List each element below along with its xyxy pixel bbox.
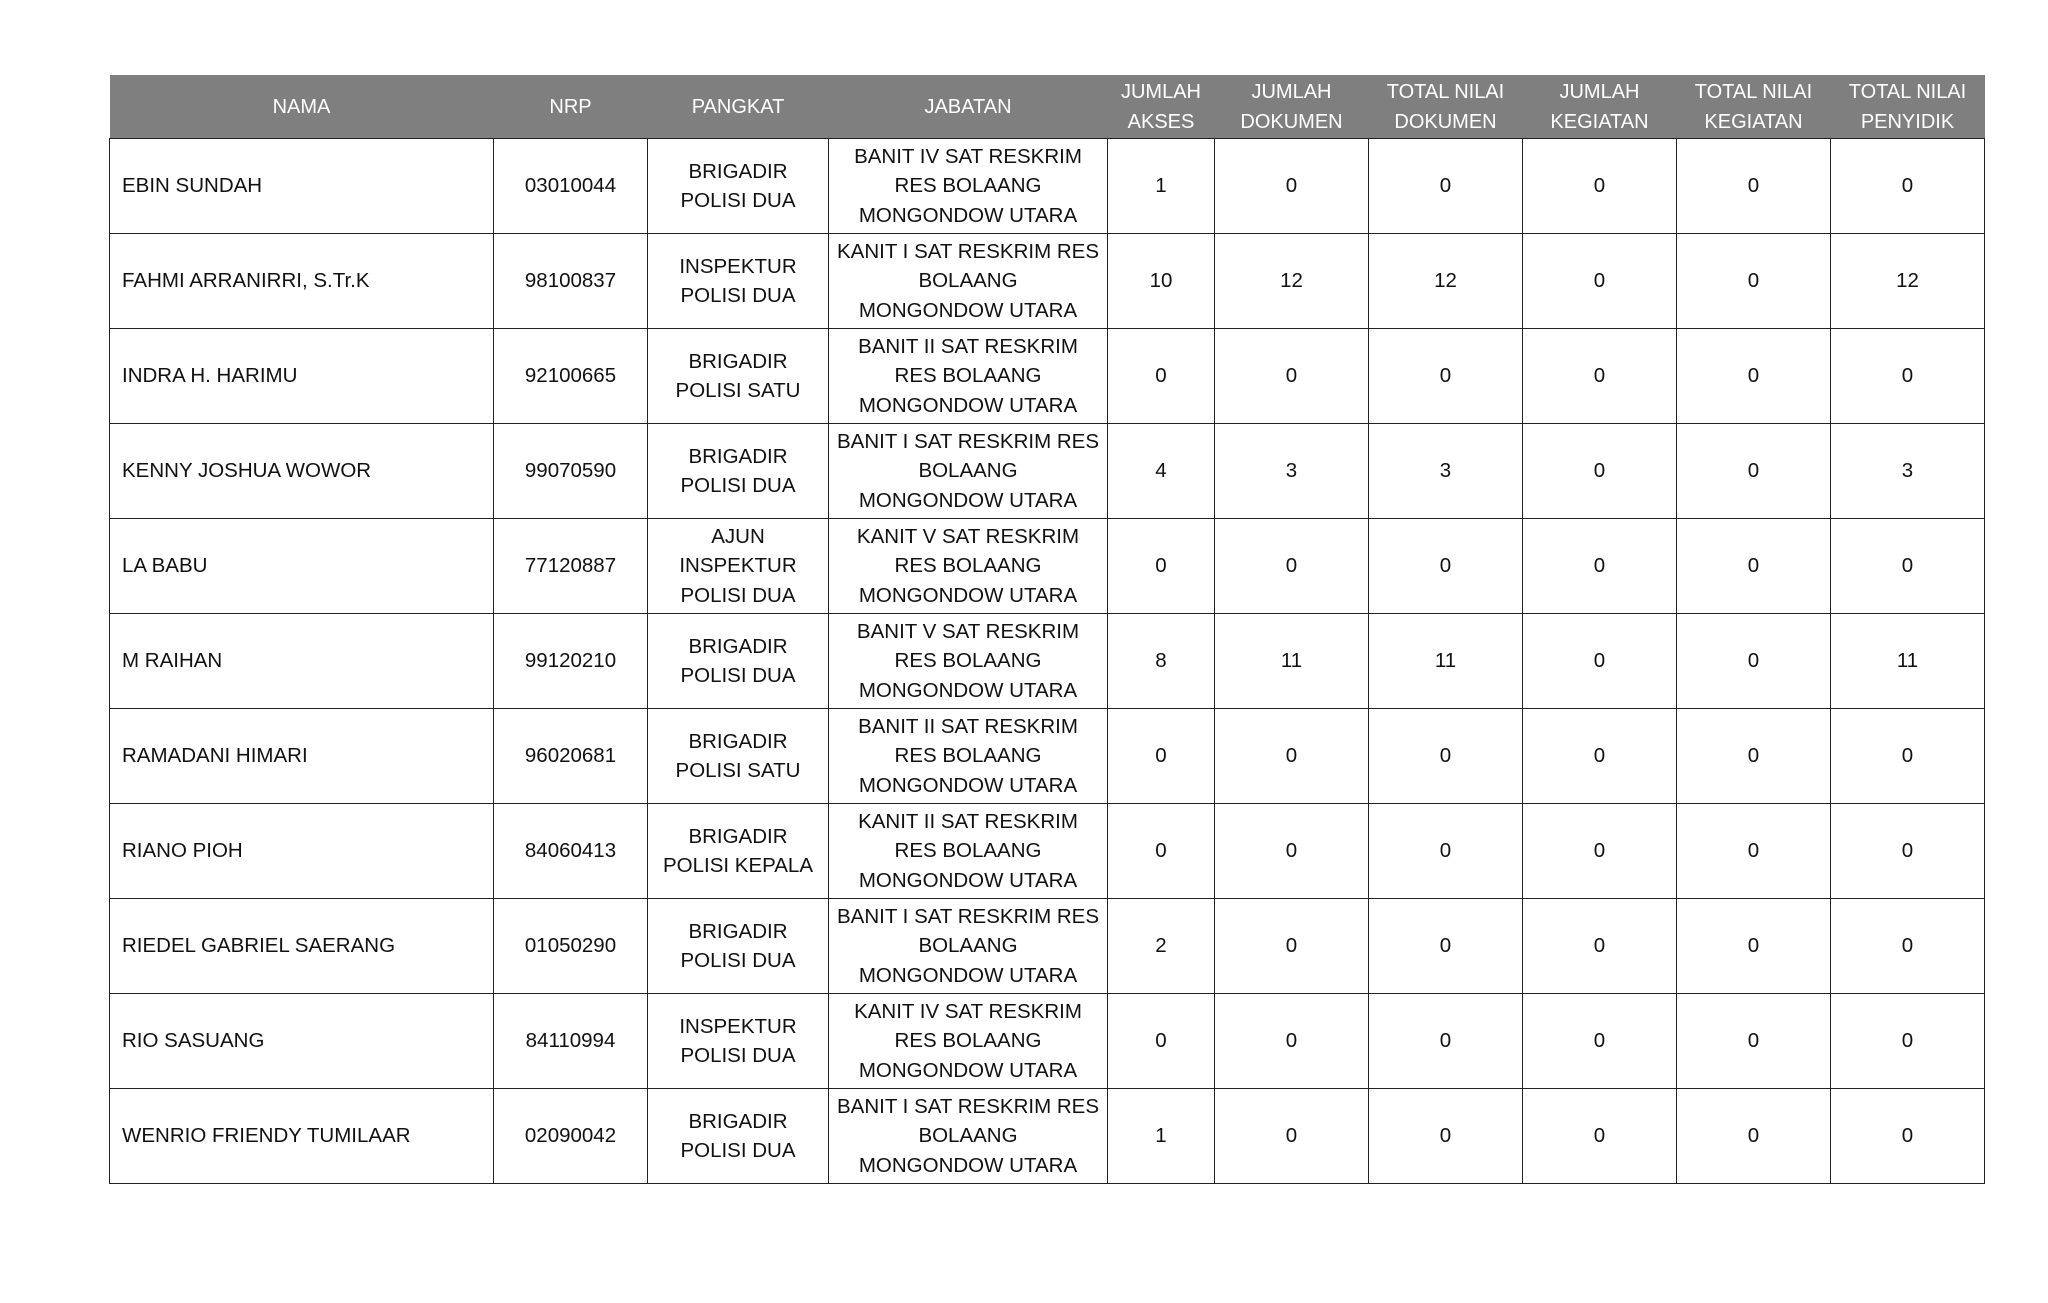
cell-jumlah-kegiatan: 0 xyxy=(1523,804,1677,899)
cell-jabatan xyxy=(829,804,1108,899)
cell-jumlah-kegiatan: 0 xyxy=(1523,139,1677,234)
cell-jumlah-akses: 0 xyxy=(1108,519,1215,614)
cell-line: BRIGADIR xyxy=(688,1109,788,1133)
cell-total-nilai-kegiatan: 0 xyxy=(1677,139,1831,234)
cell-nrp: 96020681 xyxy=(494,709,648,804)
cell-nama: FAHMI ARRANIRRI, S.Tr.K xyxy=(110,234,494,329)
cell-line: MONGONDOW UTARA xyxy=(858,488,1078,512)
cell-nrp: 77120887 xyxy=(494,519,648,614)
cell-line: BOLAANG xyxy=(918,459,1018,483)
cell-line: BRIGADIR xyxy=(688,349,788,373)
cell-line: MONGONDOW UTARA xyxy=(858,393,1078,417)
cell-line: BOLAANG xyxy=(918,934,1018,958)
cell-pangkat xyxy=(648,994,829,1089)
cell-line: MONGONDOW UTARA xyxy=(858,203,1078,227)
cell-line: POLISI DUA xyxy=(680,189,796,212)
cell-line: INSPEKTUR xyxy=(679,554,797,578)
cell-line: BANIT I SAT RESKRIM RES xyxy=(836,1094,1099,1118)
table-row xyxy=(110,614,1985,709)
cell-line: RES BOLAANG xyxy=(894,1029,1042,1053)
cell-jumlah-dokumen: 11 xyxy=(1215,614,1369,709)
cell-total-nilai-dokumen: 0 xyxy=(1369,139,1523,234)
table-body xyxy=(110,139,1985,1184)
table-row xyxy=(110,899,1985,994)
column-header-text: JUMLAH xyxy=(1251,80,1332,103)
cell-jumlah-kegiatan: 0 xyxy=(1523,519,1677,614)
cell-jabatan xyxy=(829,994,1108,1089)
cell-jumlah-kegiatan: 0 xyxy=(1523,234,1677,329)
cell-line: BRIGADIR xyxy=(688,729,788,753)
table-row xyxy=(110,329,1985,424)
cell-jumlah-akses: 1 xyxy=(1108,139,1215,234)
cell-jumlah-kegiatan: 0 xyxy=(1523,329,1677,424)
cell-nrp: 99070590 xyxy=(494,424,648,519)
cell-jumlah-kegiatan: 0 xyxy=(1523,1089,1677,1184)
cell-line: BANIT II SAT RESKRIM xyxy=(858,334,1078,358)
cell-line: KANIT II SAT RESKRIM xyxy=(858,809,1078,833)
cell-jumlah-akses: 0 xyxy=(1108,804,1215,899)
cell-nrp: 01050290 xyxy=(494,899,648,994)
cell-nrp: 03010044 xyxy=(494,139,648,234)
column-header-total-nilai-kegiatan xyxy=(1677,75,1831,139)
cell-total-nilai-dokumen: 12 xyxy=(1369,234,1523,329)
table-row xyxy=(110,139,1985,234)
column-header-text: JUMLAH xyxy=(1559,80,1640,103)
cell-jabatan xyxy=(829,614,1108,709)
column-header-text: TOTAL NILAI xyxy=(1848,80,1967,103)
cell-pangkat xyxy=(648,139,829,234)
cell-total-nilai-penyidik: 0 xyxy=(1831,899,1985,994)
cell-jumlah-dokumen: 0 xyxy=(1215,1089,1369,1184)
column-header-jumlah-dokumen xyxy=(1215,75,1369,139)
cell-line: POLISI DUA xyxy=(680,1139,796,1162)
cell-jumlah-akses: 0 xyxy=(1108,329,1215,424)
cell-total-nilai-kegiatan: 0 xyxy=(1677,424,1831,519)
cell-total-nilai-kegiatan: 0 xyxy=(1677,234,1831,329)
column-header-text: AKSES xyxy=(1127,110,1195,133)
column-header-total-nilai-penyidik xyxy=(1831,75,1985,139)
cell-nama: M RAIHAN xyxy=(110,614,494,709)
cell-line: BRIGADIR xyxy=(688,634,788,658)
cell-jumlah-akses: 0 xyxy=(1108,709,1215,804)
cell-total-nilai-dokumen: 0 xyxy=(1369,994,1523,1089)
cell-jumlah-dokumen: 0 xyxy=(1215,994,1369,1089)
column-header-text: DOKUMEN xyxy=(1240,110,1343,133)
cell-nama: RIANO PIOH xyxy=(110,804,494,899)
cell-line: POLISI DUA xyxy=(680,284,796,307)
cell-line: MONGONDOW UTARA xyxy=(858,678,1078,702)
cell-total-nilai-dokumen: 0 xyxy=(1369,804,1523,899)
cell-line: BANIT I SAT RESKRIM RES xyxy=(836,904,1099,928)
cell-line: RES BOLAANG xyxy=(894,744,1042,768)
cell-pangkat xyxy=(648,709,829,804)
cell-nama: RAMADANI HIMARI xyxy=(110,709,494,804)
cell-total-nilai-dokumen: 0 xyxy=(1369,519,1523,614)
cell-line: INSPEKTUR xyxy=(679,254,797,278)
column-header-text: NAMA xyxy=(272,95,331,118)
cell-pangkat xyxy=(648,1089,829,1184)
cell-line: BRIGADIR xyxy=(688,159,788,183)
cell-total-nilai-penyidik: 0 xyxy=(1831,329,1985,424)
cell-line: MONGONDOW UTARA xyxy=(858,773,1078,797)
column-header-text: JABATAN xyxy=(924,95,1012,118)
cell-jumlah-dokumen: 0 xyxy=(1215,709,1369,804)
cell-jabatan xyxy=(829,329,1108,424)
cell-pangkat xyxy=(648,424,829,519)
cell-nrp: 84060413 xyxy=(494,804,648,899)
cell-total-nilai-penyidik: 0 xyxy=(1831,1089,1985,1184)
cell-nama: LA BABU xyxy=(110,519,494,614)
cell-jumlah-akses: 0 xyxy=(1108,994,1215,1089)
column-header-jumlah-kegiatan xyxy=(1523,75,1677,139)
cell-line: BRIGADIR xyxy=(688,824,788,848)
cell-line: POLISI DUA xyxy=(680,474,796,497)
cell-jumlah-kegiatan: 0 xyxy=(1523,899,1677,994)
column-header-text: KEGIATAN xyxy=(1704,110,1803,133)
cell-jumlah-kegiatan: 0 xyxy=(1523,994,1677,1089)
cell-line: BRIGADIR xyxy=(688,919,788,943)
column-header-text: KEGIATAN xyxy=(1550,110,1649,133)
cell-jabatan xyxy=(829,519,1108,614)
table-row xyxy=(110,804,1985,899)
cell-line: INSPEKTUR xyxy=(679,1014,797,1038)
column-header-text: TOTAL NILAI xyxy=(1694,80,1813,103)
cell-total-nilai-dokumen: 0 xyxy=(1369,1089,1523,1184)
cell-pangkat xyxy=(648,804,829,899)
cell-total-nilai-kegiatan: 0 xyxy=(1677,709,1831,804)
cell-line: POLISI DUA xyxy=(680,949,796,972)
cell-nrp: 99120210 xyxy=(494,614,648,709)
column-header-text: JUMLAH xyxy=(1120,80,1201,103)
cell-jumlah-akses: 8 xyxy=(1108,614,1215,709)
cell-line: POLISI DUA xyxy=(680,583,796,607)
cell-total-nilai-penyidik: 0 xyxy=(1831,994,1985,1089)
cell-total-nilai-penyidik: 11 xyxy=(1831,614,1985,709)
cell-jumlah-dokumen: 3 xyxy=(1215,424,1369,519)
cell-line: POLISI DUA xyxy=(680,1044,796,1067)
cell-line: KANIT V SAT RESKRIM xyxy=(856,524,1080,548)
cell-line: KANIT I SAT RESKRIM RES xyxy=(836,239,1099,263)
cell-line: MONGONDOW UTARA xyxy=(858,868,1078,892)
cell-total-nilai-dokumen: 0 xyxy=(1369,899,1523,994)
cell-total-nilai-kegiatan: 0 xyxy=(1677,329,1831,424)
cell-pangkat xyxy=(648,519,829,614)
column-header-total-nilai-dokumen xyxy=(1369,75,1523,139)
cell-pangkat xyxy=(648,234,829,329)
column-header-text: PANGKAT xyxy=(691,95,785,118)
cell-line: MONGONDOW UTARA xyxy=(858,1153,1078,1177)
cell-jumlah-dokumen: 12 xyxy=(1215,234,1369,329)
cell-nrp: 02090042 xyxy=(494,1089,648,1184)
table-header-row xyxy=(110,75,1985,139)
cell-total-nilai-kegiatan: 0 xyxy=(1677,519,1831,614)
report-sheet xyxy=(109,75,1984,1184)
cell-total-nilai-penyidik: 12 xyxy=(1831,234,1985,329)
cell-jumlah-dokumen: 0 xyxy=(1215,804,1369,899)
column-header-pangkat xyxy=(648,75,829,139)
cell-pangkat xyxy=(648,614,829,709)
cell-jabatan xyxy=(829,424,1108,519)
cell-line: RES BOLAANG xyxy=(894,554,1042,578)
cell-line: BANIT IV SAT RESKRIM xyxy=(854,144,1082,168)
cell-jumlah-dokumen: 0 xyxy=(1215,139,1369,234)
cell-line: BOLAANG xyxy=(918,1124,1018,1148)
column-header-jumlah-akses xyxy=(1108,75,1215,139)
cell-line: MONGONDOW UTARA xyxy=(858,963,1078,987)
table-row xyxy=(110,234,1985,329)
cell-line: MONGONDOW UTARA xyxy=(858,1058,1078,1082)
cell-total-nilai-dokumen: 3 xyxy=(1369,424,1523,519)
cell-nama: WENRIO FRIENDY TUMILAAR xyxy=(110,1089,494,1184)
cell-line: BANIT V SAT RESKRIM xyxy=(856,619,1080,643)
column-header-text: PENYIDIK xyxy=(1860,110,1955,133)
cell-jumlah-dokumen: 0 xyxy=(1215,519,1369,614)
personnel-table xyxy=(109,75,1985,1184)
cell-nama: KENNY JOSHUA WOWOR xyxy=(110,424,494,519)
column-header-jabatan xyxy=(829,75,1108,139)
cell-line: POLISI SATU xyxy=(675,379,801,402)
cell-line: RES BOLAANG xyxy=(894,649,1042,673)
cell-nama: EBIN SUNDAH xyxy=(110,139,494,234)
column-header-nrp xyxy=(494,75,648,139)
cell-total-nilai-penyidik: 0 xyxy=(1831,519,1985,614)
cell-total-nilai-kegiatan: 0 xyxy=(1677,614,1831,709)
table-row xyxy=(110,1089,1985,1184)
table-row xyxy=(110,709,1985,804)
cell-line: MONGONDOW UTARA xyxy=(858,298,1078,322)
cell-jabatan xyxy=(829,899,1108,994)
cell-total-nilai-penyidik: 0 xyxy=(1831,139,1985,234)
cell-total-nilai-penyidik: 0 xyxy=(1831,709,1985,804)
cell-jabatan xyxy=(829,1089,1108,1184)
cell-line: BRIGADIR xyxy=(688,444,788,468)
cell-nrp: 84110994 xyxy=(494,994,648,1089)
cell-line: BOLAANG xyxy=(918,269,1018,293)
cell-nrp: 92100665 xyxy=(494,329,648,424)
cell-jabatan xyxy=(829,234,1108,329)
table-row xyxy=(110,519,1985,614)
cell-total-nilai-kegiatan: 0 xyxy=(1677,994,1831,1089)
cell-total-nilai-kegiatan: 0 xyxy=(1677,1089,1831,1184)
cell-line: POLISI DUA xyxy=(680,664,796,687)
column-header-nama xyxy=(110,75,494,139)
cell-pangkat xyxy=(648,899,829,994)
column-header-text: NRP xyxy=(549,95,592,118)
cell-total-nilai-dokumen: 0 xyxy=(1369,329,1523,424)
cell-jabatan xyxy=(829,139,1108,234)
cell-jumlah-akses: 2 xyxy=(1108,899,1215,994)
table-row xyxy=(110,424,1985,519)
cell-line: AJUN xyxy=(711,524,765,548)
table-row xyxy=(110,994,1985,1089)
column-header-text: DOKUMEN xyxy=(1394,110,1497,133)
cell-total-nilai-dokumen: 11 xyxy=(1369,614,1523,709)
cell-total-nilai-dokumen: 0 xyxy=(1369,709,1523,804)
cell-jumlah-kegiatan: 0 xyxy=(1523,709,1677,804)
cell-line: POLISI KEPALA xyxy=(662,854,814,877)
cell-nama: RIEDEL GABRIEL SAERANG xyxy=(110,899,494,994)
cell-nrp: 98100837 xyxy=(494,234,648,329)
cell-jabatan xyxy=(829,709,1108,804)
cell-jumlah-akses: 4 xyxy=(1108,424,1215,519)
cell-jumlah-akses: 10 xyxy=(1108,234,1215,329)
cell-total-nilai-penyidik: 3 xyxy=(1831,424,1985,519)
cell-line: RES BOLAANG xyxy=(894,364,1042,388)
cell-pangkat xyxy=(648,329,829,424)
cell-nama: RIO SASUANG xyxy=(110,994,494,1089)
cell-total-nilai-kegiatan: 0 xyxy=(1677,804,1831,899)
cell-jumlah-kegiatan: 0 xyxy=(1523,614,1677,709)
cell-jumlah-dokumen: 0 xyxy=(1215,329,1369,424)
cell-line: BANIT II SAT RESKRIM xyxy=(858,714,1078,738)
cell-line: RES BOLAANG xyxy=(894,839,1042,863)
cell-nama: INDRA H. HARIMU xyxy=(110,329,494,424)
cell-line: RES BOLAANG xyxy=(894,174,1042,198)
cell-line: BANIT I SAT RESKRIM RES xyxy=(836,429,1099,453)
cell-line: KANIT IV SAT RESKRIM xyxy=(854,999,1082,1023)
cell-jumlah-kegiatan: 0 xyxy=(1523,424,1677,519)
column-header-text: TOTAL NILAI xyxy=(1386,80,1505,103)
cell-jumlah-dokumen: 0 xyxy=(1215,899,1369,994)
cell-jumlah-akses: 1 xyxy=(1108,1089,1215,1184)
cell-total-nilai-kegiatan: 0 xyxy=(1677,899,1831,994)
cell-total-nilai-penyidik: 0 xyxy=(1831,804,1985,899)
cell-line: MONGONDOW UTARA xyxy=(858,583,1078,607)
cell-line: POLISI SATU xyxy=(675,759,801,782)
